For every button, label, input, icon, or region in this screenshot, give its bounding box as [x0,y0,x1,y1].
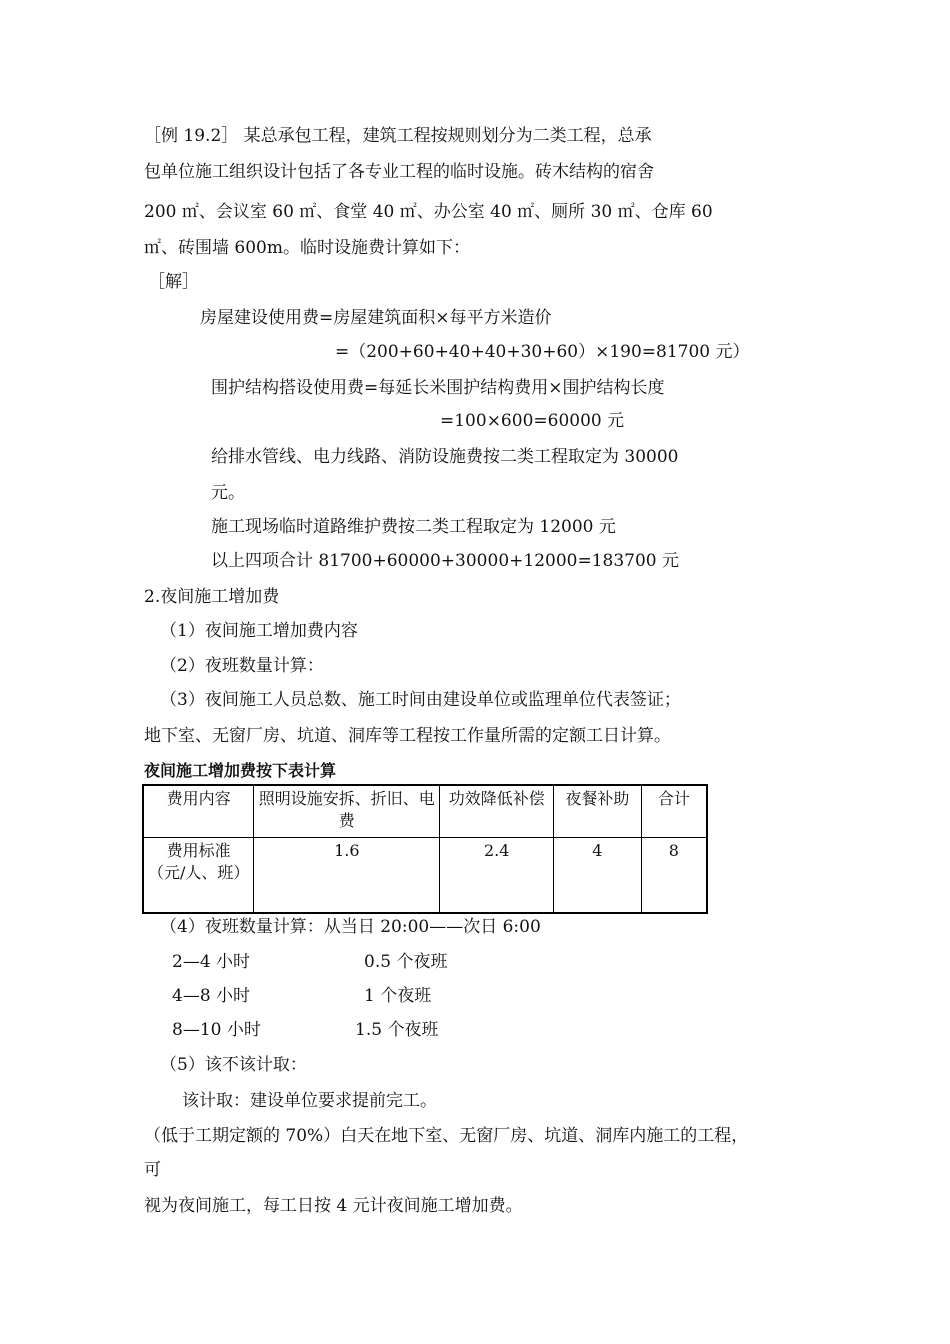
shift-count-2: 1 个夜班 [364,986,432,1006]
shift-item-4: （4）夜班数量计算：从当日 20:00——次日 6:00 [160,917,541,937]
example-line-1: ［例 19.2］ 某总承包工程，建筑工程按规则划分为二类工程，总承 [144,126,652,146]
night-item-3-cont: 地下室、无窗厂房、坑道、洞库等工程按工作量所需的定额工日计算。 [144,726,671,746]
example-line-3: 200 ㎡、会议室 60 ㎡、食堂 40 ㎡、办公室 40 ㎡、厕所 30 ㎡、仓库 60 [144,202,713,222]
pipes-line-1: 给排水管线、电力线路、消防设施费按二类工程取定为 30000 [211,447,679,467]
value-cell: 4 [554,837,642,913]
shift-hours-1: 2—4 小时 [172,952,251,972]
fence-calc: =100×600=60000 元 [440,411,625,431]
shift-hours-2: 4—8 小时 [172,986,251,1006]
housing-calc: =（200+60+40+40+30+60）×190=81700 元） [335,342,750,362]
total-line: 以上四项合计 81700+60000+30000+12000=183700 元 [211,551,679,571]
charge-condition-2: 可 [144,1160,161,1180]
night-fee-table [142,784,708,914]
night-item-2: （2）夜班数量计算： [160,656,324,676]
header-cell: 合计 [641,785,707,837]
charge-should: 该计取：建设单位要求提前完工。 [182,1091,437,1111]
table-header-row [143,785,707,837]
solution-label: ［解］ [148,272,199,292]
shift-hours-3: 8—10 小时 [172,1020,261,1040]
value-cell: 1.6 [254,837,440,913]
example-line-2: 包单位施工组织设计包括了各专业工程的临时设施。砖木结构的宿舍 [144,162,654,182]
night-heading: 2.夜间施工增加费 [144,587,280,607]
night-item-1: （1）夜间施工增加费内容 [160,621,358,641]
value-cell: 8 [641,837,707,913]
table-title: 夜间施工增加费按下表计算 [144,761,337,780]
shift-count-3: 1.5 个夜班 [355,1020,439,1040]
charge-condition-3: 视为夜间施工，每工日按 4 元计夜间施工增加费。 [144,1196,523,1216]
header-cell: 功效降低补偿 [440,785,554,837]
charge-condition-1: （低于工期定额的 70%）白天在地下室、无窗厂房、坑道、洞库内施工的工程， [144,1126,749,1146]
header-cell: 夜餐补助 [554,785,642,837]
header-cell: 费用内容 [143,785,254,837]
header-cell: 照明设施安拆、折旧、电费 [254,785,440,837]
charge-item-5: （5）该不该计取： [160,1055,307,1075]
example-line-4: ㎡、砖围墙 600m。临时设施费计算如下： [144,238,470,258]
shift-count-1: 0.5 个夜班 [364,952,448,972]
value-cell: 2.4 [440,837,554,913]
housing-formula: 房屋建设使用费=房屋建筑面积×每平方米造价 [200,308,552,328]
pipes-line-2: 元。 [211,483,245,503]
table-row [143,837,707,913]
road-line: 施工现场临时道路维护费按二类工程取定为 12000 元 [211,517,616,537]
night-item-3: （3）夜间施工人员总数、施工时间由建设单位或监理单位代表签证； [160,690,681,710]
row-label-cell: 费用标准（元/人、班） [143,837,254,913]
fence-formula: 围护结构搭设使用费=每延长米围护结构费用×围护结构长度 [211,378,665,398]
